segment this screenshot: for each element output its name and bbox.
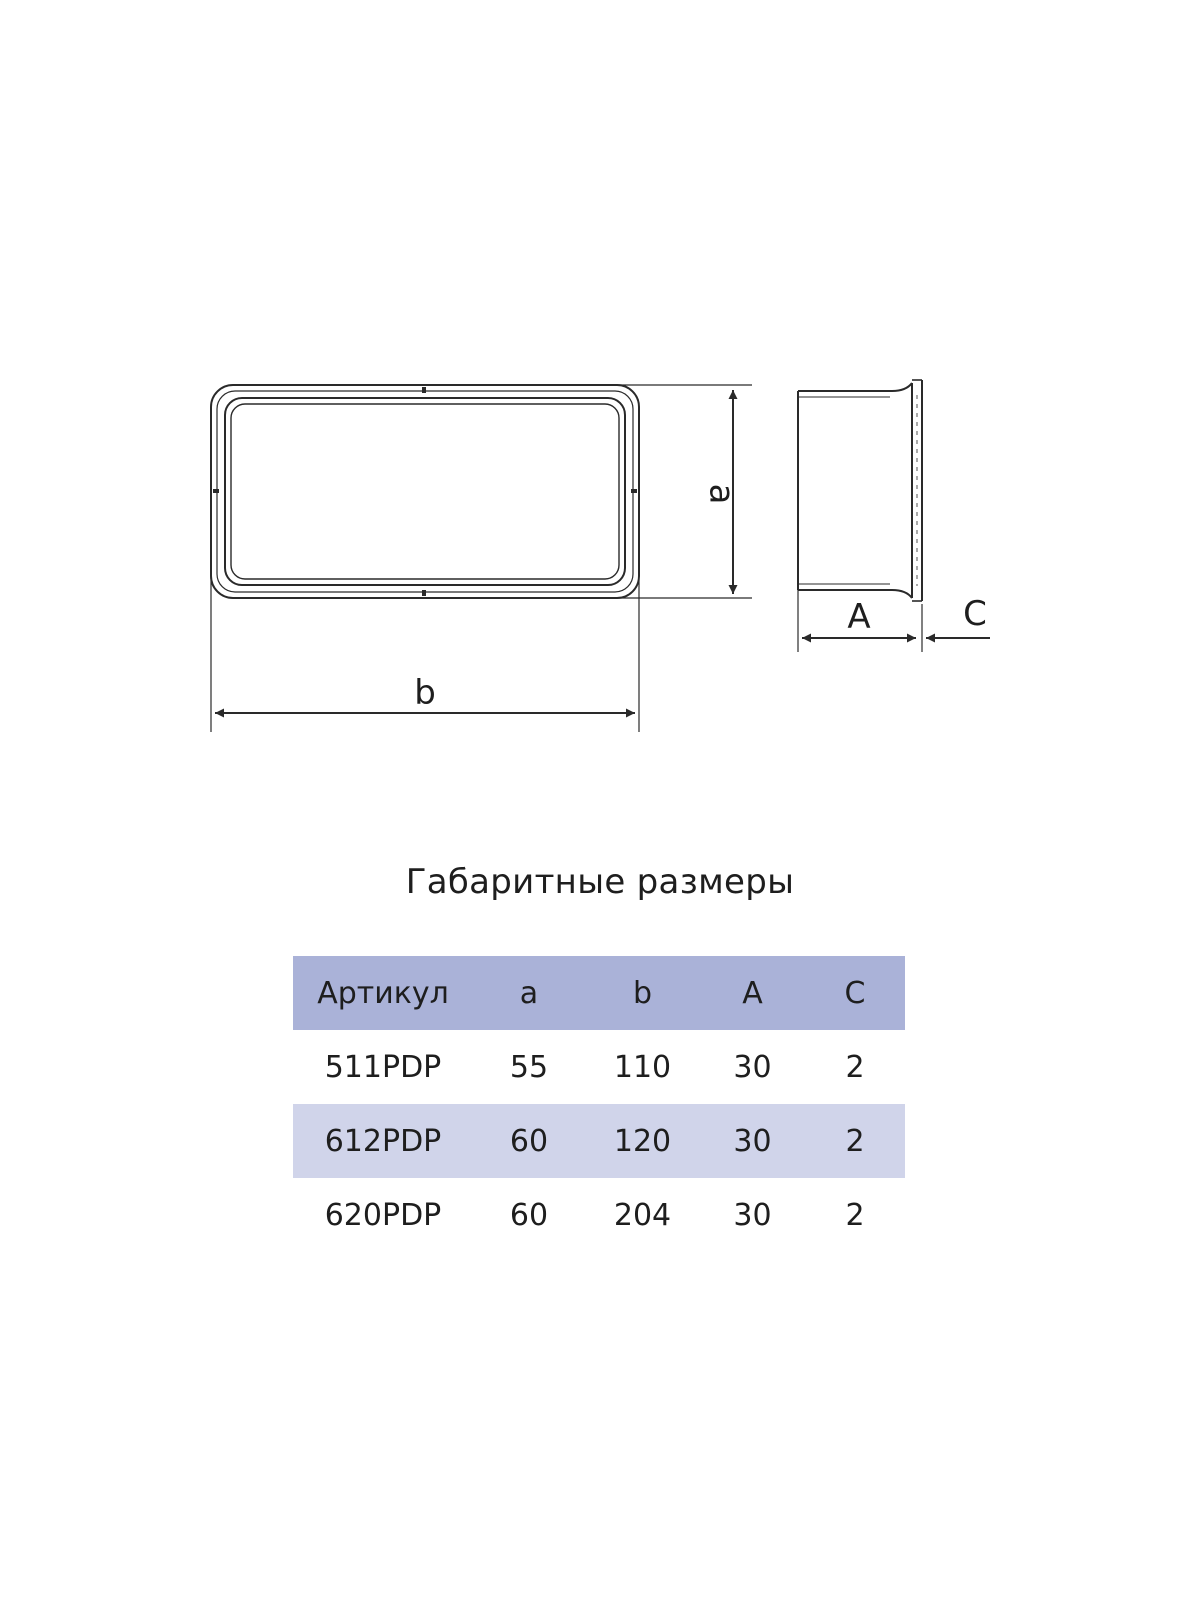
table-row — [293, 1030, 905, 1104]
dimension-a-label: a — [701, 483, 742, 505]
cell-article: 620PDP — [324, 1197, 442, 1233]
header-a: a — [519, 975, 539, 1011]
cell-C: 2 — [845, 1197, 865, 1233]
front-outer-frame-inner-edge — [217, 391, 633, 592]
cell-A: 30 — [733, 1123, 772, 1159]
dimensions-table — [293, 956, 905, 1252]
table-row — [293, 1178, 905, 1252]
cell-a: 55 — [509, 1049, 549, 1085]
cell-A: 30 — [733, 1197, 772, 1233]
table-row — [293, 1104, 905, 1178]
dimension-A-label: A — [847, 597, 871, 637]
cell-C: 2 — [845, 1049, 865, 1085]
header-b: b — [632, 975, 653, 1011]
front-outer-frame — [211, 385, 639, 598]
dimension-b-label: b — [414, 673, 436, 713]
header-A: A — [742, 975, 763, 1011]
table-title: Габаритные размеры — [405, 862, 795, 902]
front-view — [211, 385, 639, 598]
frame-notches — [213, 387, 637, 596]
front-inner-opening — [231, 404, 619, 579]
table-header-row — [293, 956, 905, 1030]
side-view — [798, 380, 922, 601]
front-inner-flange — [225, 398, 625, 585]
dimension-C-label: C — [963, 594, 987, 634]
cell-A: 30 — [733, 1049, 772, 1085]
cell-a: 60 — [509, 1123, 549, 1159]
cell-article: 612PDP — [324, 1123, 442, 1159]
cell-C: 2 — [845, 1123, 865, 1159]
cell-a: 60 — [509, 1197, 549, 1233]
cell-b: 120 — [613, 1123, 672, 1159]
header-article: Артикул — [317, 975, 449, 1011]
cell-b: 110 — [613, 1049, 672, 1085]
header-C: C — [844, 975, 866, 1011]
cell-b: 204 — [613, 1197, 672, 1233]
cell-article: 511PDP — [324, 1049, 442, 1085]
